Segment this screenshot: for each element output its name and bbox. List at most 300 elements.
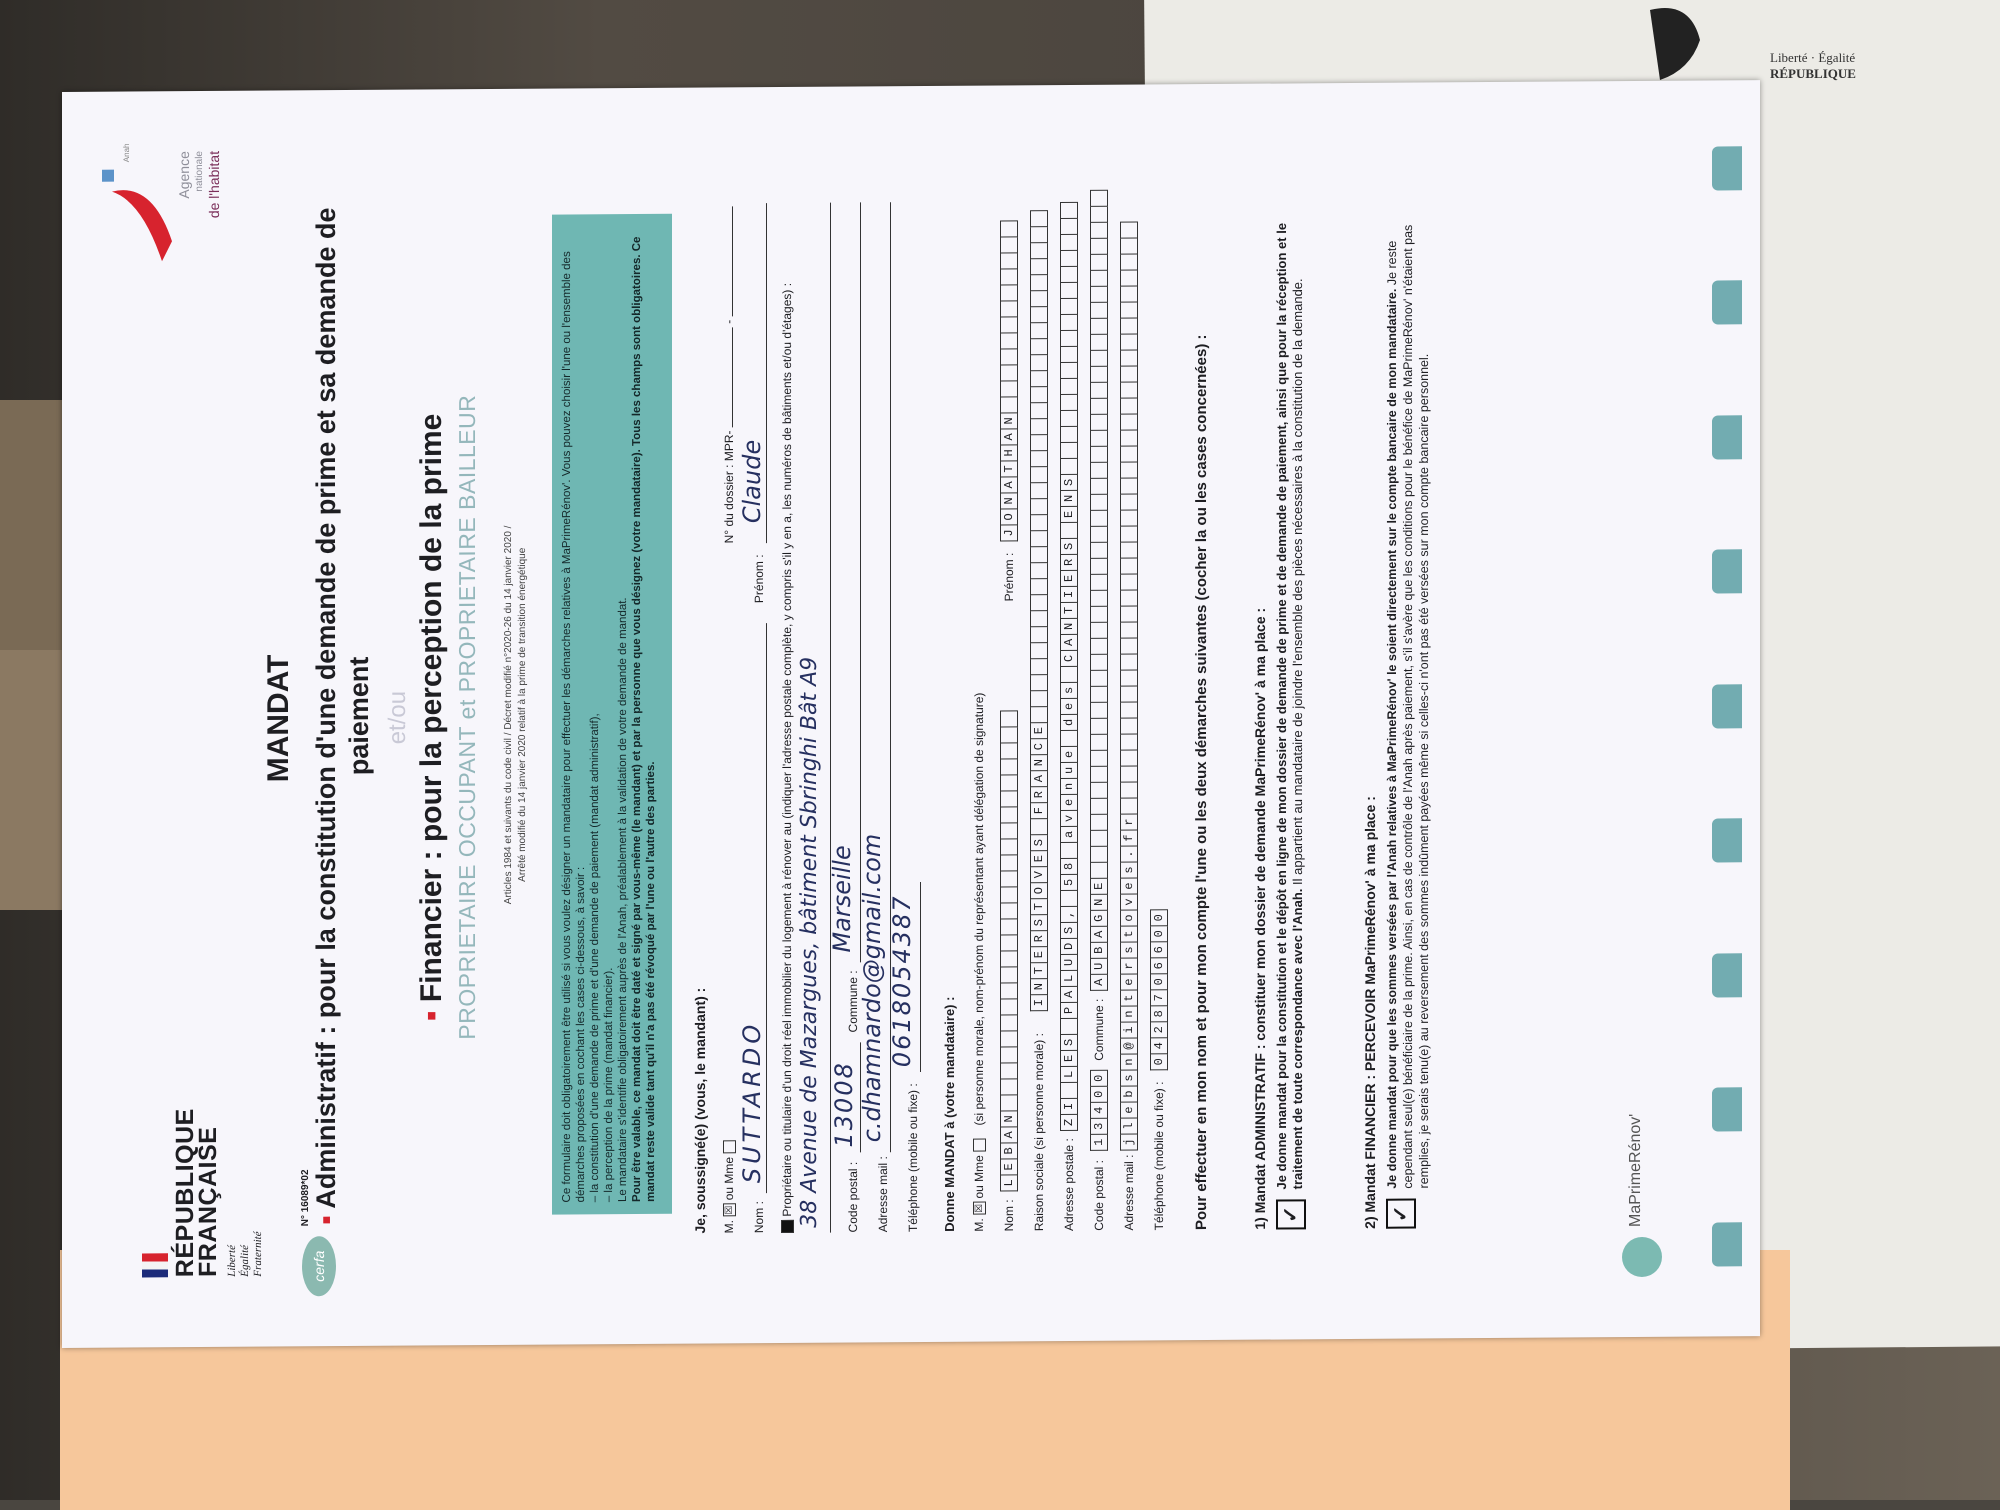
tricolor-flag-icon	[142, 1253, 168, 1277]
comb-cell: E	[1030, 947, 1048, 963]
mandataire-mail-label: Adresse mail :	[1122, 1154, 1136, 1231]
proprietaire-text: Propriétaire ou titulaire d'un droit réel immobilier du logement à rénover au (indiquer l'adresse postale complète, y compris s'il y en a, les numéros de bâtiments et/ou d'étages) :	[780, 282, 794, 1217]
comb-cell: I	[1060, 587, 1078, 603]
comb-cell: n	[1120, 1054, 1138, 1070]
comb-cell: 3	[1090, 1119, 1108, 1135]
page-tab	[1712, 281, 1742, 325]
mandant-commune-label: Commune :	[846, 970, 860, 1033]
comb-cell	[1060, 299, 1078, 315]
admin-title-rest: pour la constitution d'une demande de prime et sa demande de paiement	[311, 207, 374, 1019]
comb-cell: C	[1030, 739, 1048, 755]
mandant-prenom-value: Claude	[738, 439, 766, 524]
comb-cell: I	[1030, 995, 1048, 1011]
maprimerenov-logo-icon	[1622, 1237, 1662, 1277]
comb-cell: 8	[1060, 859, 1078, 875]
address-value: 38 Avenue de Mazargues, bâtiment Sbringhi Bât A9	[797, 656, 822, 1228]
comb-cell: e	[1060, 747, 1078, 763]
comb-cell	[1060, 443, 1078, 459]
comb-cell	[1030, 595, 1048, 611]
comb-cell	[1030, 515, 1048, 531]
comb-cell: A	[1030, 771, 1048, 787]
mandataire-note: (si personne morale, nom-prénom du représentant ayant délégation de signature)	[972, 692, 986, 1126]
comb-cell: l	[1120, 1118, 1138, 1134]
comb-cell	[1120, 542, 1138, 558]
comb-cell	[1060, 523, 1078, 539]
comb-cell	[1000, 1047, 1018, 1063]
comb-cell: a	[1060, 827, 1078, 843]
comb-cell	[1120, 638, 1138, 654]
comb-cell	[1120, 318, 1138, 334]
comb-cell	[1120, 622, 1138, 638]
comb-cell: N	[1030, 755, 1048, 771]
comb-cell: R	[1060, 555, 1078, 571]
comb-cell: 2	[1150, 1022, 1168, 1038]
comb-cell: O	[1030, 883, 1048, 899]
comb-cell: o	[1120, 910, 1138, 926]
comb-cell	[1090, 847, 1108, 863]
comb-cell	[1090, 271, 1108, 287]
mandataire-adresse-field[interactable]	[1060, 202, 1078, 1131]
mandataire-nom-label: Nom :	[1002, 1199, 1016, 1232]
comb-cell: e	[1120, 1102, 1138, 1118]
comb-cell	[1120, 734, 1138, 750]
info-line: Le mandataire s'identifie obligatoirement auprès de l'Anah, préalablement à la validation de votre demande de mandat.	[617, 597, 629, 1203]
comb-cell	[1000, 381, 1018, 397]
comb-cell	[1090, 735, 1108, 751]
comb-cell	[1090, 575, 1108, 591]
mandant-prenom-label: Prénom :	[752, 554, 766, 604]
comb-cell: N	[1000, 1111, 1018, 1127]
comb-cell: E	[1000, 1159, 1018, 1175]
comb-cell	[1060, 331, 1078, 347]
comb-cell	[1120, 606, 1138, 622]
admin-title	[310, 206, 376, 1226]
back-text: Liberté · Égalité	[1770, 50, 1856, 65]
comb-cell	[1090, 239, 1108, 255]
comb-cell: v	[1060, 811, 1078, 827]
comb-cell	[1120, 574, 1138, 590]
comb-cell	[1090, 527, 1108, 543]
comb-cell: e	[1060, 699, 1078, 715]
comb-cell: B	[1090, 943, 1108, 959]
comb-cell: s	[1060, 683, 1078, 699]
comb-cell	[1090, 591, 1108, 607]
comb-cell: D	[1060, 939, 1078, 955]
comb-cell: T	[1000, 461, 1018, 477]
comb-cell	[1000, 1095, 1018, 1111]
mandant-cp-label: Code postal :	[846, 1161, 860, 1233]
comb-cell: R	[1030, 931, 1048, 947]
comb-cell	[1000, 983, 1018, 999]
mandataire-commune-label: Commune :	[1092, 998, 1106, 1061]
comb-cell: A	[1090, 927, 1108, 943]
comb-cell	[1030, 227, 1048, 243]
comb-cell: A	[1060, 635, 1078, 651]
mandant-civility	[722, 1141, 736, 1234]
comb-cell	[1120, 798, 1138, 814]
info-line-bold: Pour être valable, ce mandat doit être daté et signé par vous-même (le mandant) et par la personne que vous désignez (votre mandataire). Tous les champs sont obligatoires. Ce mandat reste valide tant qu'il n'a pas été révoqué par l'une ou l'autre des parties.	[631, 236, 657, 1203]
comb-cell	[1090, 607, 1108, 623]
comb-cell: S	[1030, 915, 1048, 931]
mandat-financier-title: 2) Mandat FINANCIER : PERCEVOIR MaPrimeRénov' à ma place :	[1362, 796, 1378, 1229]
comb-cell	[1000, 253, 1018, 269]
comb-cell: N	[1060, 619, 1078, 635]
comb-cell	[1090, 559, 1108, 575]
admin-title-bold: Administratif :	[311, 1025, 341, 1209]
comb-cell	[1060, 347, 1078, 363]
comb-cell	[1120, 526, 1138, 542]
bullet-icon: ▪	[311, 1208, 341, 1225]
comb-cell: 6	[1150, 942, 1168, 958]
comb-cell	[1060, 459, 1078, 475]
comb-cell	[1000, 285, 1018, 301]
comb-cell	[1120, 494, 1138, 510]
comb-cell: t	[1120, 926, 1138, 942]
comb-cell	[1030, 387, 1048, 403]
comb-cell	[1060, 411, 1078, 427]
comb-cell: 8	[1150, 1006, 1168, 1022]
comb-cell: s	[1120, 1070, 1138, 1086]
comb-cell: ,	[1060, 907, 1078, 923]
comb-cell	[1000, 855, 1018, 871]
comb-cell	[1120, 254, 1138, 270]
comb-cell	[1090, 431, 1108, 447]
comb-cell: 0	[1150, 909, 1168, 926]
comb-cell: n	[1120, 1006, 1138, 1022]
comb-cell	[1120, 558, 1138, 574]
comb-cell	[1090, 367, 1108, 383]
comb-cell	[1030, 307, 1048, 323]
comb-cell: 4	[1150, 1038, 1168, 1054]
comb-cell	[1030, 275, 1048, 291]
comb-cell	[1120, 478, 1138, 494]
comb-cell: 6	[1150, 958, 1168, 974]
comb-cell: 0	[1150, 974, 1168, 990]
comb-cell: L	[1060, 1067, 1078, 1083]
mandataire-raison-field[interactable]	[1030, 210, 1048, 1011]
comb-cell	[1120, 510, 1138, 526]
comb-cell	[1030, 339, 1048, 355]
comb-cell	[1060, 395, 1078, 411]
motto-fraternite: Fraternité	[252, 1231, 264, 1277]
mandat-administratif-checkbox[interactable]: ✓	[1276, 1199, 1306, 1229]
comb-cell	[1090, 287, 1108, 303]
comb-cell: E	[1060, 1051, 1078, 1067]
comb-cell: 0	[1150, 1054, 1168, 1070]
motto-egalite: Égalité	[239, 1244, 251, 1277]
dossier-input-a[interactable]	[732, 327, 733, 427]
comb-cell	[1000, 903, 1018, 919]
info-item: – la constitution d'une demande de prime et d'une demande de paiement (mandat administratif),	[589, 713, 601, 1203]
comb-cell	[1000, 743, 1018, 759]
demarches-intro: Pour effectuer en mon nom et pour mon compte l'une ou les deux démarches suivantes (cocher la ou les cases concernées) :	[1193, 334, 1210, 1231]
comb-cell	[1060, 843, 1078, 859]
comb-cell: U	[1060, 955, 1078, 971]
mandataire-nom-field[interactable]	[1000, 710, 1018, 1191]
page-tab	[1712, 684, 1742, 728]
comb-cell	[1030, 579, 1048, 595]
comb-cell: A	[1090, 975, 1108, 991]
comb-cell	[1120, 670, 1138, 686]
comb-cell	[1060, 1019, 1078, 1035]
comb-cell	[1060, 315, 1078, 331]
comb-cell: N	[1000, 413, 1018, 429]
comb-cell	[1060, 1083, 1078, 1099]
comb-cell	[1000, 919, 1018, 935]
page-tab	[1712, 146, 1742, 190]
comb-cell: e	[1120, 878, 1138, 894]
comb-cell	[1030, 643, 1048, 659]
mandataire-tel-field[interactable]	[1150, 909, 1168, 1070]
comb-cell: O	[1000, 509, 1018, 525]
comb-cell	[1120, 782, 1138, 798]
comb-cell	[1090, 783, 1108, 799]
comb-cell	[1060, 667, 1078, 683]
mandat-financier-rest: Je reste cependant seul(e) bénéficiaire de la prime. Ainsi, en cas de contrôle de l'Anah après paiement, s'il s'avère que les conditions pour le bénéfice de MaPrimeRénov' n'étaient pas remplies, je serais tenu(e) au reversement des sommes indûment payées même si celles-ci n'ont pas été versées sur mon compte bancaire personnel.	[1385, 224, 1431, 1189]
civility-m-label: M.	[972, 1218, 986, 1232]
dossier-field	[722, 206, 736, 543]
mandant-tel-value: 0618054387	[888, 894, 916, 1068]
comb-cell	[1120, 654, 1138, 670]
page-tab	[1712, 550, 1742, 594]
comb-cell	[1090, 319, 1108, 335]
comb-cell: e	[1120, 974, 1138, 990]
page-tab	[1712, 819, 1742, 863]
mandataire-adresse-label: Adresse postale :	[1062, 1138, 1076, 1232]
comb-cell	[1000, 887, 1018, 903]
comb-cell	[1120, 718, 1138, 734]
comb-cell	[1030, 627, 1048, 643]
comb-cell: Z	[1060, 1115, 1078, 1131]
comb-cell	[1030, 243, 1048, 259]
comb-cell	[1060, 427, 1078, 443]
comb-cell	[1000, 871, 1018, 887]
comb-cell	[1030, 451, 1048, 467]
comb-cell: d	[1060, 715, 1078, 731]
comb-cell	[1000, 839, 1018, 855]
comb-cell	[1060, 731, 1078, 747]
comb-cell	[1030, 323, 1048, 339]
comb-cell: s	[1120, 942, 1138, 958]
comb-cell: 0	[1090, 1070, 1108, 1087]
comb-cell	[1000, 220, 1018, 237]
comb-cell	[1090, 751, 1108, 767]
mandat-administratif-bold: Je donne mandat pour la constitution et le dépôt en ligne de mon dossier de demande de prime et de demande de paiement, ainsi que pour la réception et le traitement de toute correspondance avec l'Anah.	[1274, 222, 1305, 1190]
articles-text: Articles 1984 et suivants du code civil / Décret modifié n°2020-26 du 14 janvier 2020 /	[503, 525, 514, 905]
comb-cell	[1090, 639, 1108, 655]
comb-cell	[1000, 397, 1018, 413]
comb-cell	[1120, 462, 1138, 478]
comb-cell	[1030, 659, 1048, 675]
comb-cell: 0	[1090, 1087, 1108, 1103]
comb-cell: E	[1030, 723, 1048, 739]
proprietaire-statement	[780, 213, 794, 1233]
comb-cell: 5	[1060, 875, 1078, 891]
comb-cell	[1120, 686, 1138, 702]
comb-cell	[1090, 351, 1108, 367]
mandataire-tel-label: Téléphone (mobile ou fixe) :	[1152, 1081, 1166, 1231]
comb-cell	[1030, 291, 1048, 307]
etou-text: et/ou	[384, 690, 411, 745]
anah-tag: Anah	[122, 143, 131, 163]
comb-cell	[1120, 702, 1138, 718]
comb-cell	[1090, 815, 1108, 831]
comb-cell	[1090, 623, 1108, 639]
comb-cell: i	[1120, 1022, 1138, 1038]
comb-cell	[1060, 379, 1078, 395]
info-line: Ce formulaire doit obligatoirement être utilisé si vous voulez désigner un mandataire pour effectuer les démarches relatives à MaPrimeRénov'. Vous pouvez choisir l'une ou l'ensemble des démarches proposées en cochant les cases ci-dessous, à savoir :	[561, 251, 587, 1203]
mandataire-commune-field[interactable]	[1090, 190, 1108, 991]
civility-m-checkbox[interactable]: ☒	[973, 1202, 986, 1215]
agency-line: de l'habitat	[206, 150, 222, 219]
mandat-financier-text	[1384, 198, 1432, 1188]
page-tabs	[1712, 146, 1742, 1266]
comb-cell	[1090, 479, 1108, 495]
comb-cell: S	[1060, 539, 1078, 555]
mandataire-prenom-field[interactable]	[1000, 220, 1018, 541]
comb-cell	[1000, 333, 1018, 349]
civility-m-label: M.	[722, 1219, 736, 1234]
dossier-input-b[interactable]	[732, 206, 733, 316]
comb-cell: B	[1000, 1143, 1018, 1159]
comb-cell	[1030, 210, 1048, 227]
comb-cell	[1090, 223, 1108, 239]
comb-cell	[1120, 286, 1138, 302]
dossier-separator: -	[722, 319, 736, 324]
mandat-financier-checkbox[interactable]: ✓	[1386, 1199, 1416, 1229]
comb-cell	[1090, 190, 1108, 207]
comb-cell: S	[1060, 475, 1078, 491]
comb-cell: S	[1030, 835, 1048, 851]
comb-cell: r	[1120, 814, 1138, 830]
civility-m-checkbox[interactable]: ☒	[723, 1204, 736, 1217]
motto-liberte: Liberté	[226, 1244, 238, 1277]
comb-cell: S	[1060, 923, 1078, 939]
comb-cell	[1090, 543, 1108, 559]
comb-cell	[1090, 831, 1108, 847]
mandataire-cp-field[interactable]	[1090, 1070, 1108, 1151]
comb-cell	[1090, 447, 1108, 463]
comb-cell	[1000, 935, 1018, 951]
comb-cell: r	[1120, 958, 1138, 974]
comb-cell	[1030, 483, 1048, 499]
comb-cell	[1000, 951, 1018, 967]
comb-cell	[1030, 499, 1048, 515]
financier-title-bold: Financier :	[415, 850, 448, 1003]
comb-cell	[1120, 366, 1138, 382]
financier-title	[415, 89, 449, 1345]
page-tab	[1712, 953, 1742, 997]
comb-cell	[1030, 707, 1048, 723]
comb-cell: 4	[1090, 1103, 1108, 1119]
mandataire-raison-label: Raison sociale (si personne morale) :	[1032, 1033, 1046, 1232]
comb-cell	[1030, 259, 1048, 275]
civility-mme-label: ou Mme	[722, 1156, 736, 1201]
comb-cell: b	[1120, 1086, 1138, 1102]
comb-cell	[1090, 671, 1108, 687]
comb-cell: N	[1090, 895, 1108, 911]
page-title: MANDAT	[262, 654, 295, 783]
comb-cell: A	[1000, 477, 1018, 493]
info-box	[552, 214, 672, 1215]
comb-cell	[1090, 335, 1108, 351]
civility-mme-checkbox[interactable]	[723, 1141, 736, 1154]
mandataire-prenom-label: Prénom :	[1002, 552, 1016, 602]
comb-cell	[1090, 799, 1108, 815]
financier-title-rest: pour la perception de la prime	[415, 413, 448, 843]
comb-cell: T	[1060, 603, 1078, 619]
comb-cell	[1090, 687, 1108, 703]
maprimerenov-brand: MaPrimeRénov'	[1627, 1113, 1644, 1228]
comb-cell: 7	[1150, 990, 1168, 1006]
mandataire-mail-field[interactable]	[1120, 221, 1138, 1150]
comb-cell	[1090, 255, 1108, 271]
motto	[226, 1157, 265, 1277]
comb-cell	[1090, 415, 1108, 431]
comb-cell	[1120, 446, 1138, 462]
comb-cell	[1030, 419, 1048, 435]
comb-cell	[1000, 775, 1018, 791]
mandat-page	[62, 80, 1760, 1348]
comb-cell	[1030, 691, 1048, 707]
comb-cell	[1060, 235, 1078, 251]
civility-mme-checkbox[interactable]	[973, 1139, 986, 1152]
comb-cell: E	[1090, 879, 1108, 895]
comb-cell: V	[1030, 867, 1048, 883]
proprietaire-checkbox[interactable]	[781, 1220, 794, 1233]
dossier-label: N° du dossier : MPR-	[722, 430, 736, 544]
comb-cell	[1090, 383, 1108, 399]
comb-cell: v	[1120, 894, 1138, 910]
bullet-icon: ▪	[415, 1002, 448, 1022]
comb-cell	[1090, 863, 1108, 879]
mandant-nom-label: Nom :	[752, 1201, 766, 1234]
comb-cell: R	[1030, 787, 1048, 803]
comb-cell: J	[1000, 525, 1018, 541]
comb-cell	[1000, 967, 1018, 983]
comb-cell: C	[1060, 651, 1078, 667]
comb-cell	[1120, 221, 1138, 238]
mandat-administratif-title: 1) Mandat ADMINISTRATIF : constituer mon dossier de demande MaPrimeRénov' à ma place :	[1252, 607, 1268, 1230]
republique-francaise-text: RÉPUBLIQUE FRANÇAISE	[171, 1108, 222, 1278]
comb-cell	[1000, 759, 1018, 775]
mandant-nom-value: SUTTARDO	[738, 1020, 766, 1184]
comb-cell	[1120, 334, 1138, 350]
comb-cell	[1090, 655, 1108, 671]
comb-cell	[1090, 303, 1108, 319]
comb-cell: N	[1030, 979, 1048, 995]
comb-cell	[1030, 675, 1048, 691]
comb-cell: I	[1060, 1099, 1078, 1115]
comb-cell: A	[1060, 987, 1078, 1003]
comb-cell	[1030, 467, 1048, 483]
anah-logo	[102, 143, 222, 282]
comb-cell	[1000, 269, 1018, 285]
comb-cell: U	[1090, 959, 1108, 975]
comb-cell	[1090, 511, 1108, 527]
comb-cell: E	[1030, 851, 1048, 867]
mandat-administratif-rest: Il appartient au mandataire de joindre l'ensemble des pièces nécessaires à la constitution de la demande.	[1290, 278, 1305, 886]
comb-cell	[1000, 1079, 1018, 1095]
comb-cell	[1000, 237, 1018, 253]
comb-cell	[1090, 399, 1108, 415]
comb-cell: T	[1030, 963, 1048, 979]
comb-cell	[1060, 202, 1078, 219]
comb-cell: E	[1060, 507, 1078, 523]
comb-cell: t	[1120, 990, 1138, 1006]
comb-cell	[1060, 219, 1078, 235]
comb-cell	[1030, 547, 1048, 563]
